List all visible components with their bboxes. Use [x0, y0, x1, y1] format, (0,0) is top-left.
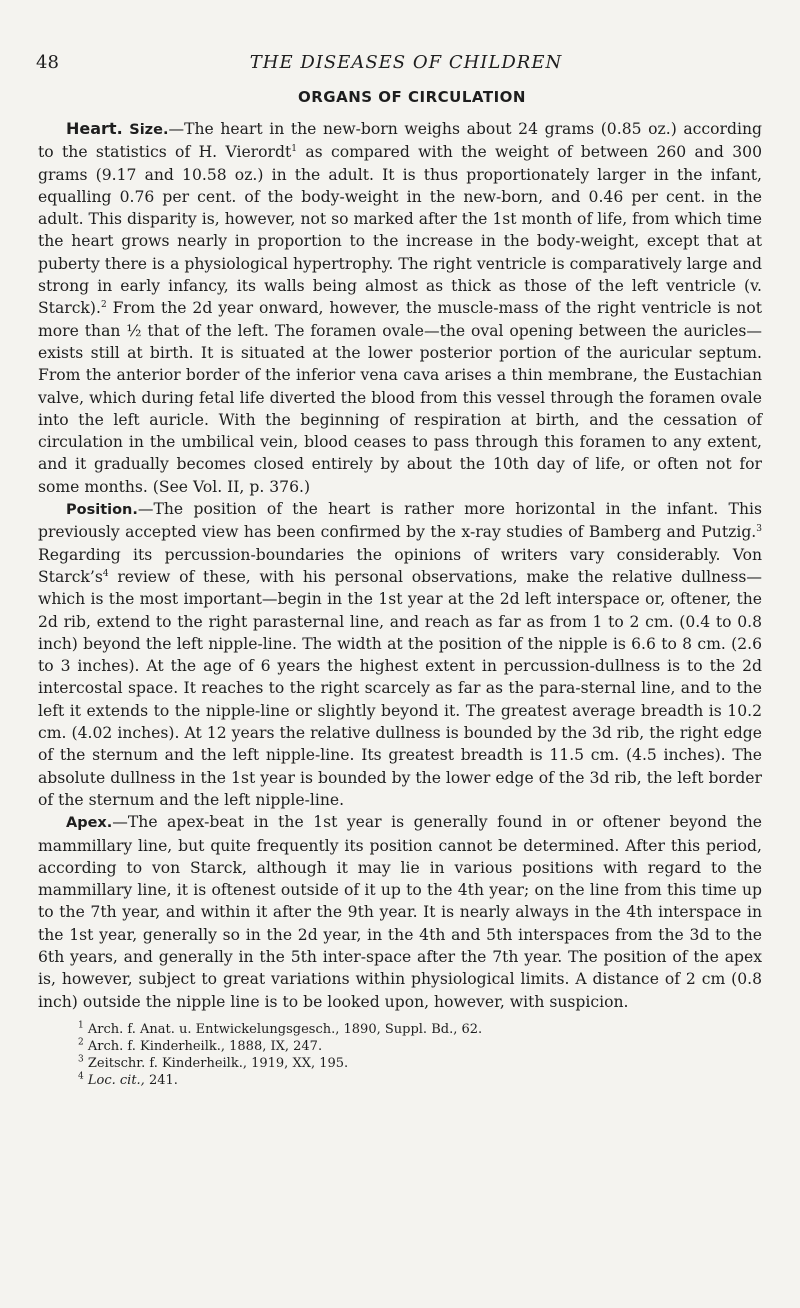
text-segment: Regarding its percussion-boundaries the opinions of writers vary considerably. Von Starck’s	[38, 545, 762, 586]
footnote-text: Arch. f. Kinderheilk., 1888, IX, 247.	[87, 1038, 323, 1054]
footnote-mark: 1	[78, 1020, 84, 1031]
text-segment: as compared with the weight of between 260 and 300 grams (9.17 and 10.58 oz.) in the adult. It is thus proportionately larger in the infant, equalling 0.76 per cent. of the body-weight in the new-born, and 0.46 per cent. in the adult. This disparity is, however, not so marked after the 1st month of life, from which time the heart grows nearly in proportion to the increase in the body-weight, except that at puberty there is a physiological hypertrophy. The right ventricle is comparatively large and strong in early infancy, its walls being almost as thick as those of the left ventricle (v. Starck).	[38, 143, 762, 318]
footnote-text: 241.	[144, 1072, 178, 1088]
footnote-ref: 4	[102, 568, 109, 579]
paragraph-heart	[38, 118, 762, 498]
footnote	[78, 1038, 762, 1055]
running-head	[36, 52, 776, 76]
footnotes	[38, 1021, 762, 1089]
page-number: 48	[36, 52, 59, 73]
runin-apex: Apex.	[66, 815, 113, 832]
footnote-text: Arch. f. Anat. u. Entwickelungsgesch., 1890, Suppl. Bd., 62.	[87, 1021, 483, 1037]
footnote	[78, 1021, 762, 1038]
footnote-text: Zeitschr. f. Kinderheilk., 1919, XX, 195.	[87, 1055, 349, 1071]
runin-heart: Heart.	[66, 119, 123, 138]
paragraph-apex	[38, 811, 762, 1013]
footnote-mark: 3	[78, 1054, 84, 1065]
body-text	[38, 118, 762, 1089]
text-segment: From the 2d year onward, however, the muscle-mass of the right ventricle is not more than ½ that of the left. The foramen ovale—the oval opening between the auricles—exists still at birth. It is situated at the lower posterior portion of the auricular septum. From the anterior border of the inferior vena cava arises a thin membrane, the Eustachian valve, which during fetal life diverted the blood from this vessel through the foramen ovale into the left auricle. With the beginning of respiration at birth, and the cessation of circulation in the umbilical vein, blood ceases to pass through this foramen to any extent, and it gradually becomes closed entirely by about the 10th day of life, or often not for some months. (See Vol. II, p. 376.)	[38, 299, 762, 496]
runin-position: Position.	[66, 502, 138, 519]
footnote-ref: 3	[756, 524, 762, 535]
footnote-mark: 4	[78, 1071, 84, 1082]
text-segment: —The heart in the new-born weighs about 24 grams (0.85 oz.) according to the statistics of H. Vierordt	[38, 120, 762, 162]
footnote-italic: Loc. cit.,	[87, 1072, 145, 1088]
footnote-mark: 2	[78, 1037, 84, 1048]
footnote-ref: 2	[100, 300, 107, 311]
running-title: THE DISEASES OF CHILDREN	[249, 52, 563, 73]
text-segment: —The position of the heart is rather more horizontal in the infant. This previously accepted view has been confirmed by the x-ray studies of Bamberg and Putzig.	[38, 500, 762, 542]
footnote	[78, 1072, 762, 1089]
text-segment: —The apex-beat in the 1st year is generally found in or oftener beyond the mammillary line, but quite frequently its position cannot be determined. After this period, according to von Starck, although it may lie in various positions with regard to the mammillary line, it is oftenest outside of it up to the 4th year; on the line from this time up to the 7th year, and within it after the 9th year. It is nearly always in the 4th interspace in the 1st year, generally so in the 2d year, in the 4th and 5th interspaces from the 3d to the 6th years, and generally in the 5th inter-space after the 7th year. The position of the apex is, however, subject to great variations within physiological limits. A distance of 2 cm (0.8 inch) outside the nipple line is to be looked upon, however, with suspicion.	[38, 813, 762, 1011]
section-heading: ORGANS OF CIRCULATION	[298, 88, 526, 106]
footnote	[78, 1055, 762, 1072]
text-segment: review of these, with his personal observations, make the relative dullness—which is the most important—begin in the 1st year at the 2d left interspace or, oftener, the 2d rib, extend to the right parasternal line, and reach as far as from 1 to 2 cm. (0.4 to 0.8 inch) beyond the left nipple-line. The width at the position of the nipple is 6.6 to 8 cm. (2.6 to 3 inches). At the age of 6 years the highest extent in percussion-dullness is to the 2d intercostal space. It reaches to the right scarcely as far as the para-sternal line, and to the left it extends to the nipple-line or slightly beyond it. The greatest average breadth is 10.2 cm. (4.02 inches). At 12 years the relative dullness is bounded by the 3d rib, the right edge of the sternum and the left nipple-line. Its greatest breadth is 11.5 cm. (4.5 inches). The absolute dullness in the 1st year is bounded by the lower edge of the 3d rib, the left border of the sternum and the left nipple-line.	[38, 567, 762, 809]
footnote-ref: 1	[291, 144, 297, 155]
runin-size: Size.	[129, 122, 169, 138]
paragraph-position	[38, 498, 762, 811]
